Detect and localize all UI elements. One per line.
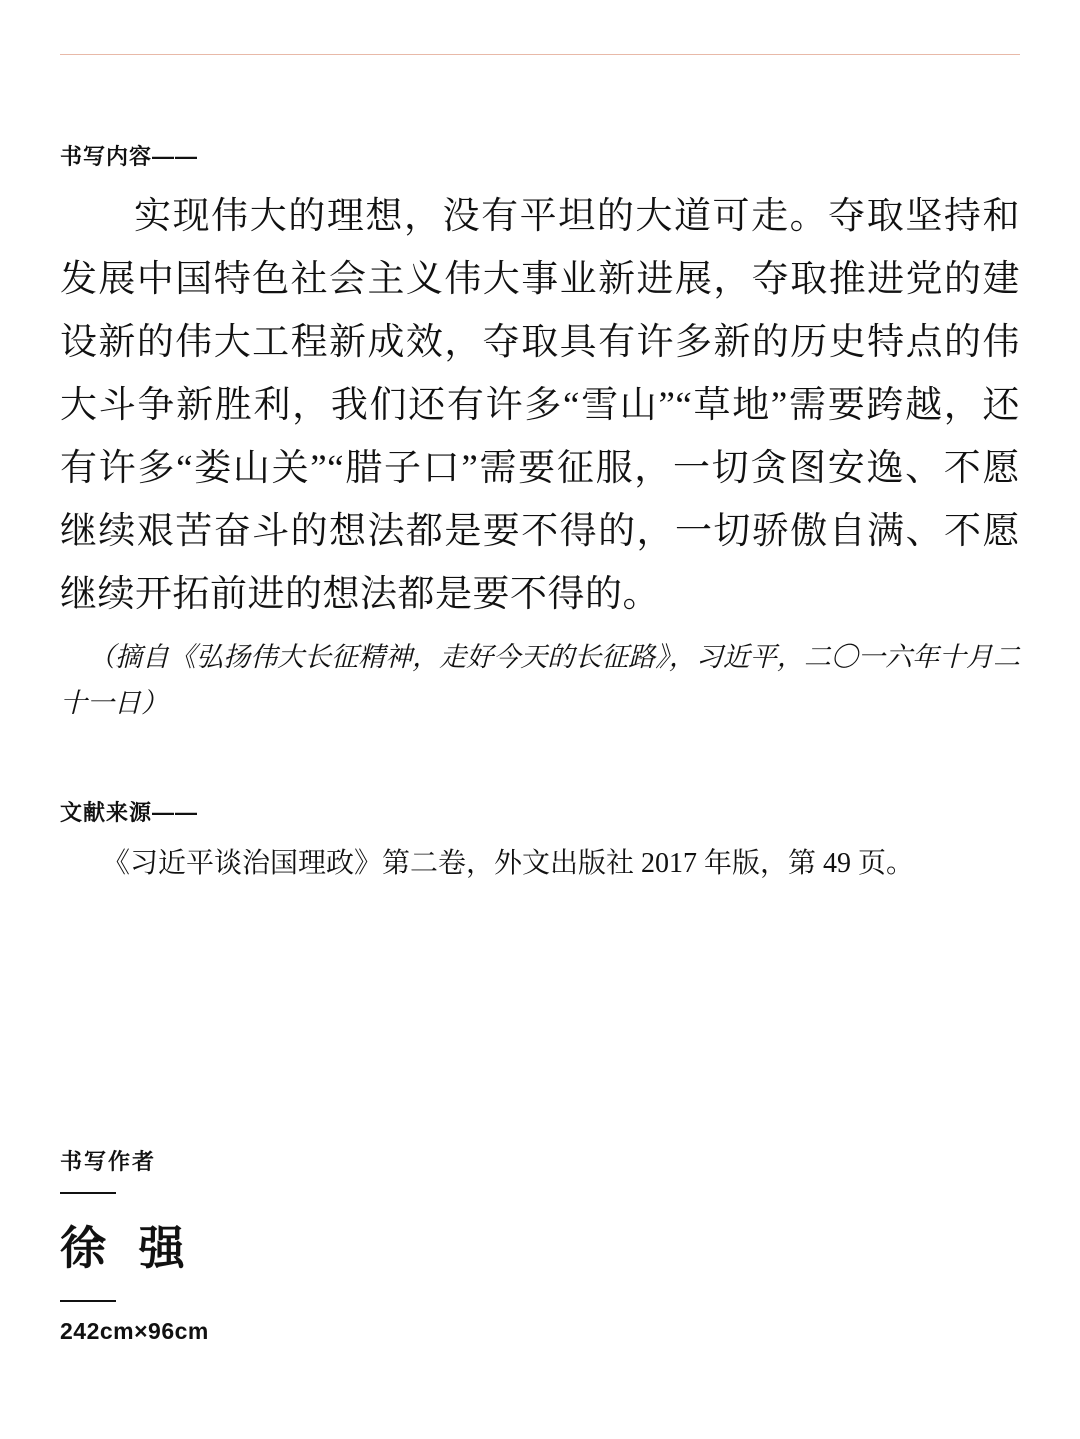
author-divider-top [60, 1192, 116, 1194]
content-section-label: 书写内容—— [60, 144, 199, 169]
source-section-label: 文献来源—— [60, 800, 199, 825]
source-reference-text: 《习近平谈治国理政》第二卷，外文出版社 2017 年版，第 49 页。 [102, 848, 915, 879]
artwork-dimensions: 242cm×96cm [60, 1318, 209, 1344]
author-name: 徐 强 [60, 1222, 195, 1274]
author-section [60, 1145, 660, 1345]
quotation-citation: （摘自《弘扬伟大长征精神，走好今天的长征路》，习近平，二〇一六年十月二十一日） [60, 642, 1020, 718]
author-section-label: 书写作者 [60, 1149, 157, 1174]
top-divider [60, 54, 1020, 55]
source-section [60, 796, 1020, 887]
author-divider-bottom [60, 1300, 116, 1302]
content-area [60, 140, 1020, 887]
quotation-body: 实现伟大的理想，没有平坦的大道可走。夺取坚持和发展中国特色社会主义伟大事业新进展，夺取推进党的建设新的伟大工程新成效，夺取具有许多新的历史特点的伟大斗争新胜利，我们还有许多“雪山”“草地”需要跨越，还有许多“娄山关”“腊子口”需要征服，一切贪图安逸、不愿继续艰苦奋斗的想法都是要不得的，一切骄傲自满、不愿继续开拓前进的想法都是要不得的。 [60, 196, 1020, 615]
